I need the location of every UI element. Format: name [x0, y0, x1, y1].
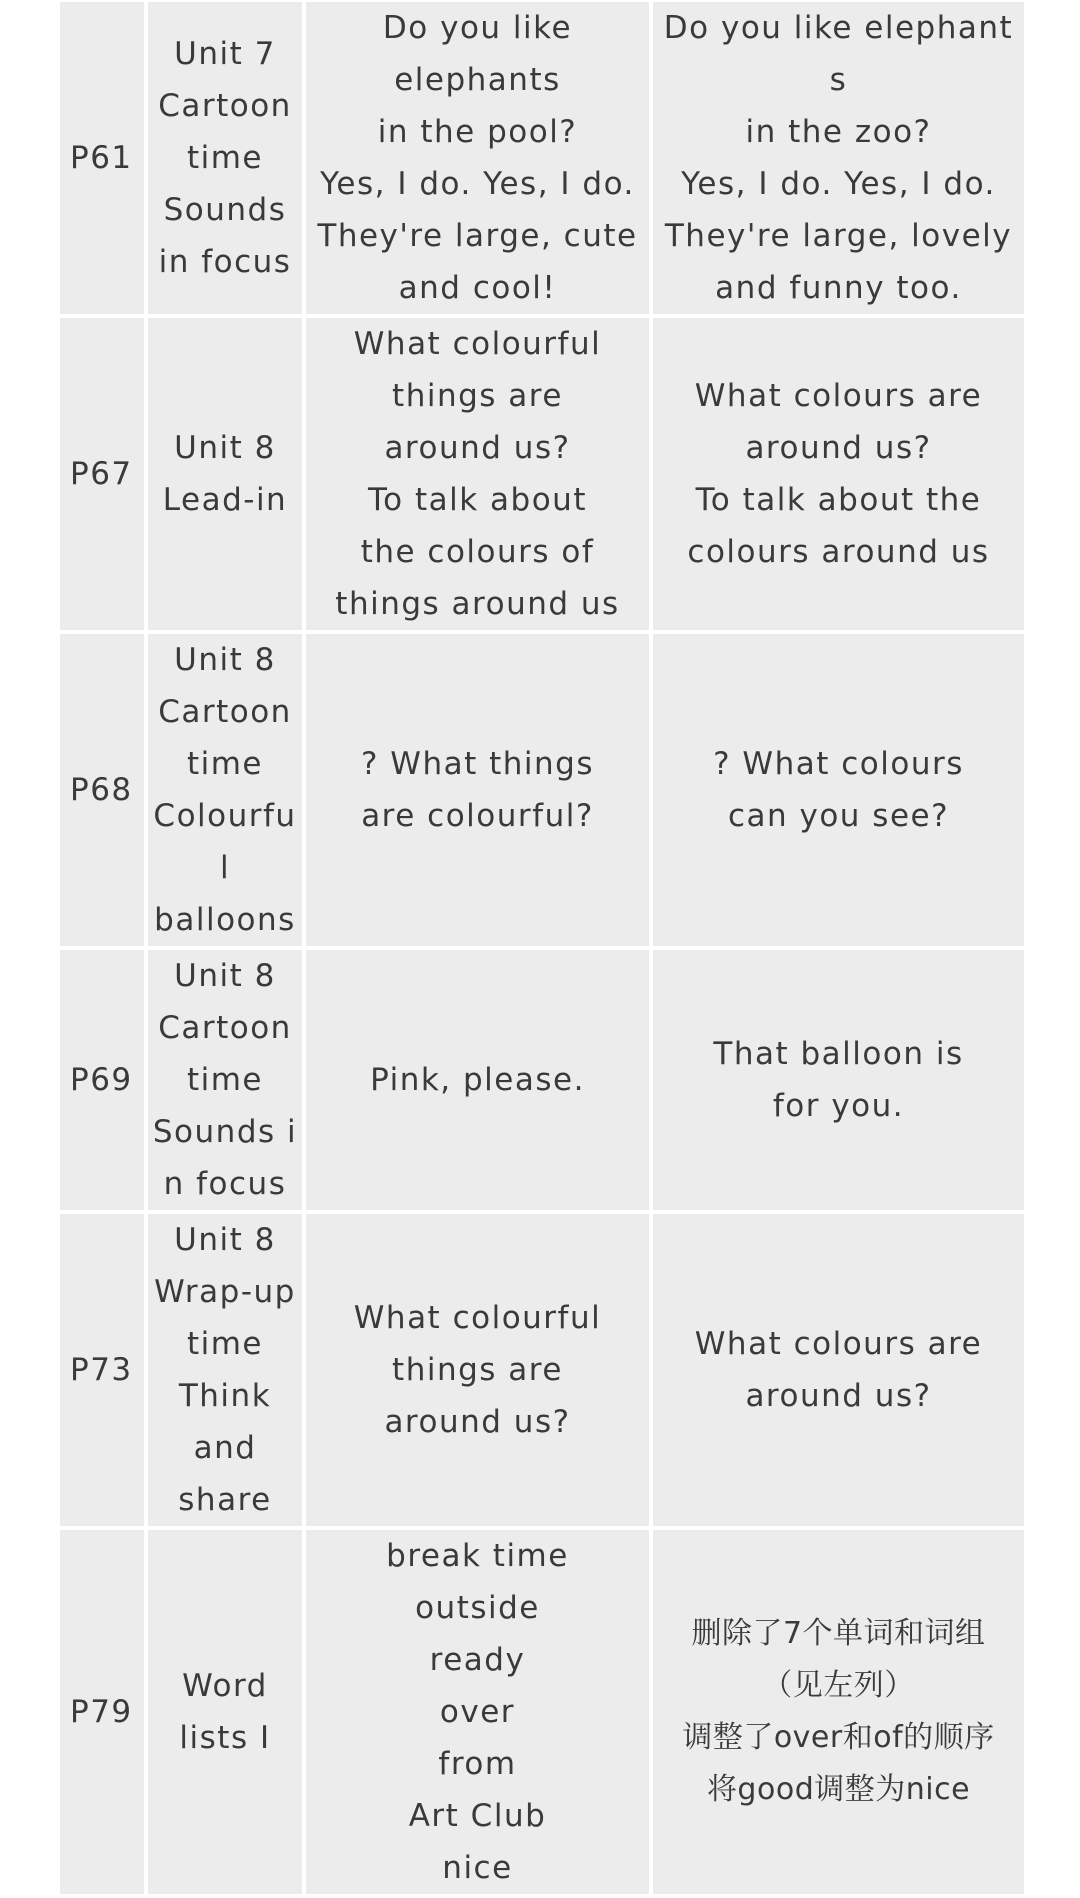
original-text-cell: Do you like elephants in the pool? Yes, I do. Yes, I do. They're large, cute and cool!: [306, 2, 649, 314]
section-cell: Unit 7 Cartoon time Sounds in focus: [148, 2, 302, 314]
table-row: [60, 950, 1024, 1210]
original-text-cell: Pink, please.: [306, 950, 649, 1210]
original-text-cell: What colourful things are around us?: [306, 1214, 649, 1526]
revised-text-cell: Do you like elephants in the zoo? Yes, I do. Yes, I do. They're large, lovely and funny too.: [653, 2, 1024, 314]
section-cell: Unit 8 Wrap-up time Think and share: [148, 1214, 302, 1526]
page-cell: P79: [60, 1530, 144, 1894]
revised-text-cell: What colours are around us? To talk about the colours around us: [653, 318, 1024, 630]
original-text-cell: What colourful things are around us? To talk about the colours of things around us: [306, 318, 649, 630]
page-cell: P67: [60, 318, 144, 630]
revised-text-cell: That balloon is for you.: [653, 950, 1024, 1210]
section-cell: Word lists I: [148, 1530, 302, 1894]
page-cell: P69: [60, 950, 144, 1210]
original-text-cell: ? What things are colourful?: [306, 634, 649, 946]
table-row: [60, 1530, 1024, 1894]
changes-table-container: [56, 0, 1024, 1886]
revised-text-cell: What colours are around us?: [653, 1214, 1024, 1526]
original-text-cell: break time outside ready over from Art Club nice: [306, 1530, 649, 1894]
table-row: [60, 634, 1024, 946]
table-row: [60, 318, 1024, 630]
page-cell: P68: [60, 634, 144, 946]
section-cell: Unit 8 Cartoon time Sounds i n focus: [148, 950, 302, 1210]
section-cell: Unit 8 Lead-in: [148, 318, 302, 630]
section-cell: Unit 8 Cartoon time Colourful balloons: [148, 634, 302, 946]
revised-text-cell: ? What colours can you see?: [653, 634, 1024, 946]
page-cell: P73: [60, 1214, 144, 1526]
table-row: [60, 1214, 1024, 1526]
revised-text-cell: 删除了7个单词和词组 （见左列） 调整了over和of的顺序 将good调整为nice: [653, 1530, 1024, 1894]
page-cell: P61: [60, 2, 144, 314]
table-row: [60, 2, 1024, 314]
changes-table: [56, 0, 1028, 1898]
